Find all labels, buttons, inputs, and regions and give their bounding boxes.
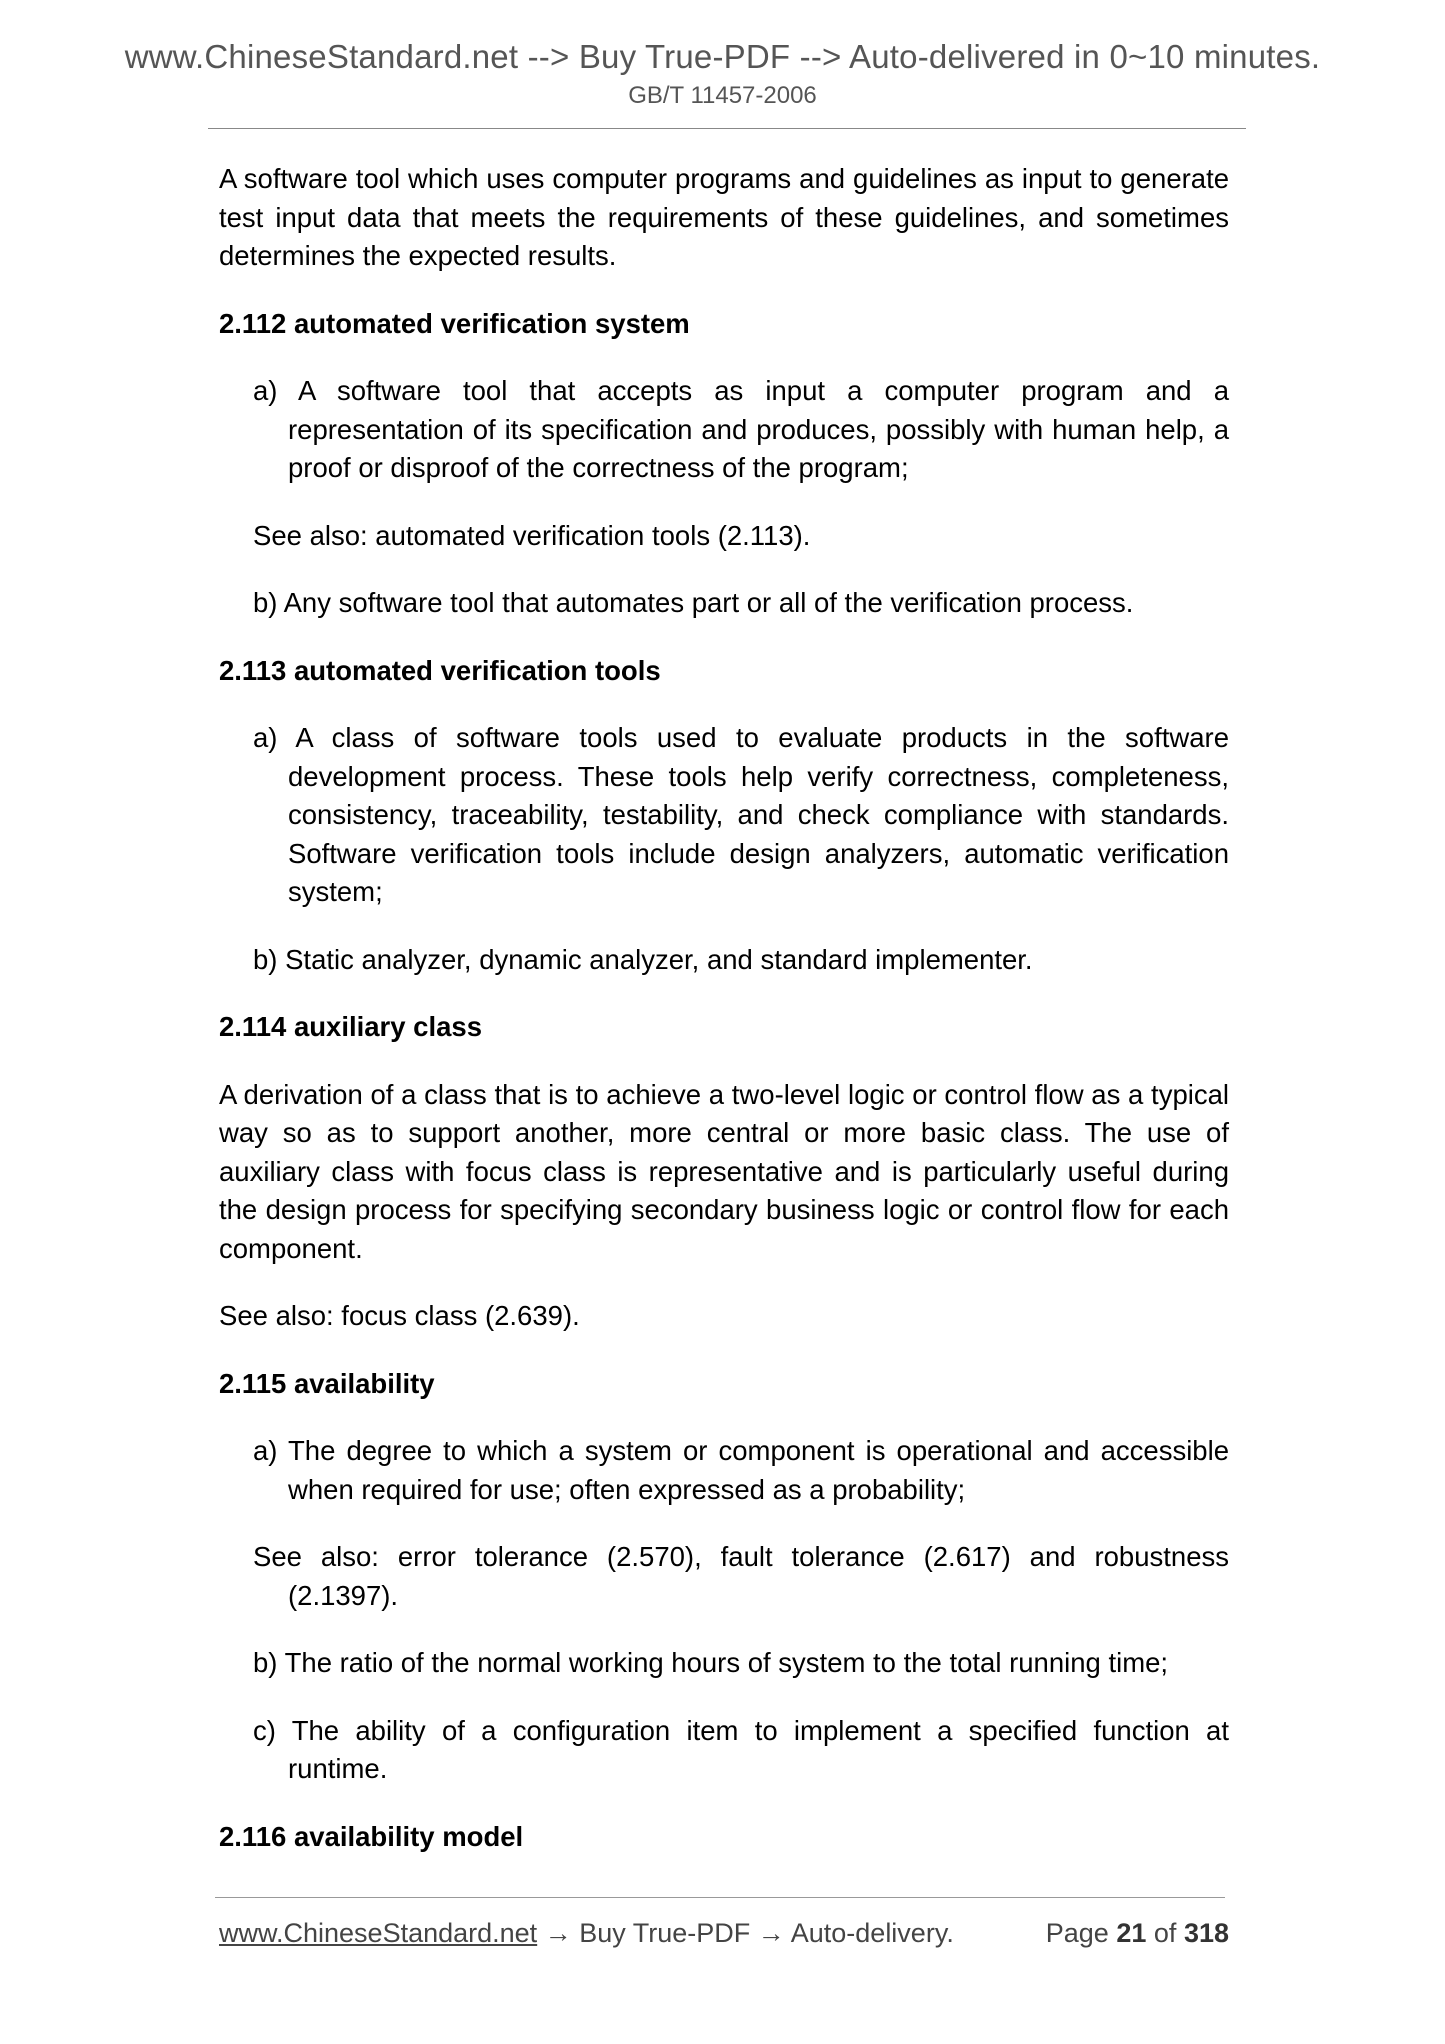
page-indicator bbox=[1046, 1918, 1229, 1949]
definition-item-2-115-c: c) The ability of a configuration item to implement a specified function at runtime. bbox=[253, 1714, 1229, 1784]
definition-item-2-112-a: a) A software tool that accepts as input a computer program and a representation of its specification and produces, possibly with human help, a proof or disproof of the correctness of the program; bbox=[253, 375, 1229, 483]
page-total: 318 bbox=[1183, 1918, 1229, 1948]
section-heading-2-114: 2.114 auxiliary class bbox=[219, 1011, 482, 1042]
section-heading-2-112: 2.112 automated verification system bbox=[219, 307, 690, 339]
page-footer bbox=[219, 1918, 1229, 1949]
header-banner: www.ChineseStandard.net --> Buy True-PDF --> Auto-delivered in 0~10 minutes. bbox=[124, 38, 1321, 75]
footer-site-link[interactable]: www.ChineseStandard.net bbox=[219, 1918, 538, 1948]
definition-item-2-115-b: b) The ratio of the normal working hours of system to the total running time; bbox=[253, 1647, 1169, 1678]
definition-item-2-115-a: a) The degree to which a system or component is operational and accessible when required for use; often expressed as a probability; bbox=[253, 1435, 1229, 1505]
header-divider bbox=[208, 128, 1246, 129]
intro-paragraph: A software tool which uses computer programs and guidelines as input to generate test input data that meets the requirements of these guidelines, and sometimes determines the expected results. bbox=[219, 163, 1229, 271]
of-label: of bbox=[1153, 1918, 1177, 1948]
definition-body-2-114: A derivation of a class that is to achieve a two-level logic or control flow as a typical way so as to support another, more central or more basic class. The use of auxiliary class with focus class is representative and is particularly useful during the design process for specifying secondary business logic or control flow for each component. bbox=[219, 1078, 1229, 1264]
document-body bbox=[219, 160, 1229, 1885]
see-also-2-115: See also: error tolerance (2.570), fault tolerance (2.617) and robustness (2.1397). bbox=[253, 1541, 1229, 1611]
definition-item-2-113-a: a) A class of software tools used to evaluate products in the software development process. These tools help verify correctness, completeness, consistency, traceability, testability, and check compliance with standards. Software verification tools include design analyzers, automatic verification system; bbox=[253, 722, 1229, 907]
footer-divider bbox=[215, 1897, 1225, 1898]
see-also-2-112: See also: automated verification tools (2.113). bbox=[253, 519, 811, 551]
section-heading-2-113: 2.113 automated verification tools bbox=[219, 654, 661, 686]
standard-code: GB/T 11457-2006 bbox=[628, 82, 817, 109]
section-heading-2-116: 2.116 availability model bbox=[219, 1820, 524, 1852]
footer-tagline: → Buy True-PDF → Auto-delivery. bbox=[537, 1918, 954, 1948]
page-number: 21 bbox=[1116, 1918, 1147, 1948]
definition-item-2-113-b: b) Static analyzer, dynamic analyzer, and standard implementer. bbox=[253, 943, 1033, 975]
definition-item-2-112-b: b) Any software tool that automates part or all of the verification process. bbox=[253, 587, 1134, 618]
page-label: Page bbox=[1045, 1918, 1109, 1948]
see-also-2-114: See also: focus class (2.639). bbox=[219, 1300, 580, 1331]
section-heading-2-115: 2.115 availability bbox=[219, 1367, 435, 1399]
